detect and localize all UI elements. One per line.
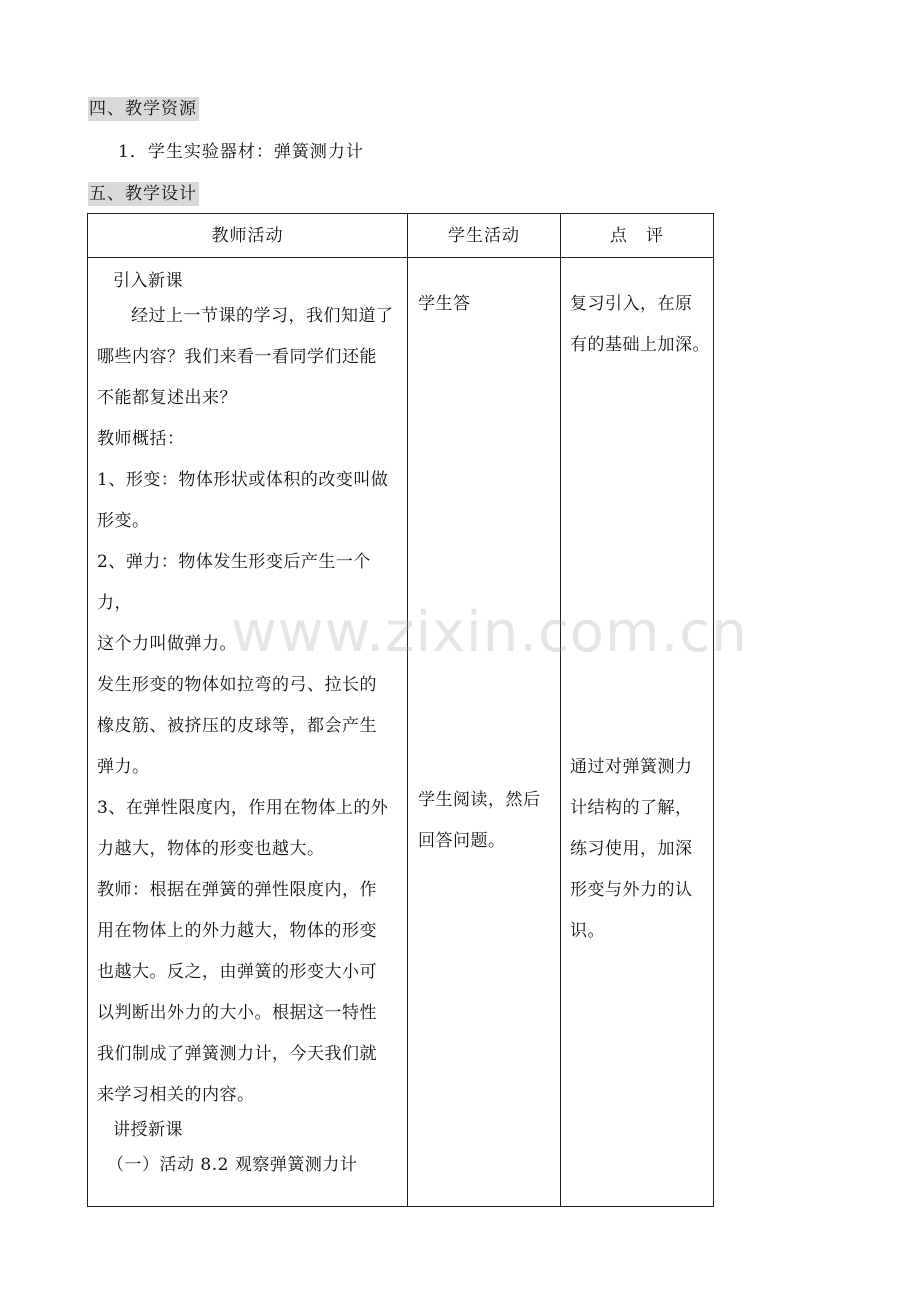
comment-cell-a bbox=[570, 284, 712, 366]
teacher-line: 弹力。 bbox=[97, 757, 150, 777]
teacher-line: 用在物体上的外力越大，物体的形变 bbox=[97, 921, 377, 941]
student-activity-cell-b bbox=[418, 780, 558, 862]
teacher-line: 这个力叫做弹力。 bbox=[97, 634, 237, 654]
teacher-line: 我们制成了弹簧测力计，今天我们就 bbox=[97, 1044, 377, 1064]
comment-line: 有的基础上加深。 bbox=[570, 335, 710, 355]
section-4-heading: 四、教学资源 bbox=[89, 99, 197, 119]
teacher-line: 1、形变：物体形状或体积的改变叫做 bbox=[97, 470, 389, 490]
student-line: 学生阅读，然后 bbox=[418, 790, 541, 810]
comment-cell-b bbox=[570, 747, 712, 952]
column-divider-1 bbox=[407, 214, 408, 1206]
teacher-line: 来学习相关的内容。 bbox=[97, 1085, 255, 1105]
watermark-text: www.zixin.com.cn bbox=[231, 600, 748, 665]
column-divider-2 bbox=[560, 214, 561, 1206]
comment-line: 通过对弹簧测力 bbox=[570, 757, 693, 777]
teacher-line: 发生形变的物体如拉弯的弓、拉长的 bbox=[97, 675, 377, 695]
teacher-activity-cell bbox=[97, 267, 403, 1186]
student-line: 学生答 bbox=[418, 294, 471, 314]
teacher-line: 教师概括： bbox=[97, 429, 185, 449]
teaching-design-table bbox=[87, 213, 714, 1207]
teacher-line: 2、弹力：物体发生形变后产生一个力， bbox=[97, 552, 371, 613]
teacher-line: 教师：根据在弹簧的弹性限度内，作 bbox=[97, 880, 377, 900]
teacher-line: 橡皮筋、被挤压的皮球等，都会产生 bbox=[97, 716, 377, 736]
section-5-heading: 五、教学设计 bbox=[89, 184, 197, 204]
teacher-line: 引入新课 bbox=[113, 271, 183, 291]
student-activity-cell-a bbox=[418, 284, 558, 325]
comment-line: 复习引入，在原 bbox=[570, 294, 693, 314]
resource-item-1: 1．学生实验器材：弹簧测力计 bbox=[118, 142, 364, 162]
teacher-line: 经过上一节课的学习，我们知道了 bbox=[131, 306, 394, 326]
teacher-line: 3、在弹性限度内，作用在物体上的外 bbox=[97, 798, 389, 818]
teacher-line: 讲授新课 bbox=[113, 1120, 183, 1140]
comment-line: 识。 bbox=[570, 921, 605, 941]
teacher-line: 不能都复述出来？ bbox=[97, 388, 237, 408]
teacher-line: 哪些内容？我们来看一看同学们还能 bbox=[97, 347, 377, 367]
teacher-line: 以判断出外力的大小。根据这一特性 bbox=[97, 1003, 377, 1023]
header-teacher-activity: 教师活动 bbox=[211, 226, 284, 246]
comment-line: 计结构的了解， bbox=[570, 798, 693, 818]
comment-line: 练习使用，加深 bbox=[570, 839, 693, 859]
teacher-line: 形变。 bbox=[97, 511, 150, 531]
comment-line: 形变与外力的认 bbox=[570, 880, 693, 900]
teacher-line: 也越大。反之，由弹簧的形变大小可 bbox=[97, 962, 377, 982]
header-comment: 点 评 bbox=[610, 226, 664, 246]
header-student-activity: 学生活动 bbox=[448, 226, 520, 246]
student-line: 回答问题。 bbox=[418, 831, 506, 851]
teacher-line: （一）活动 8.2 观察弹簧测力计 bbox=[107, 1155, 358, 1175]
teacher-line: 力越大，物体的形变也越大。 bbox=[97, 839, 325, 859]
